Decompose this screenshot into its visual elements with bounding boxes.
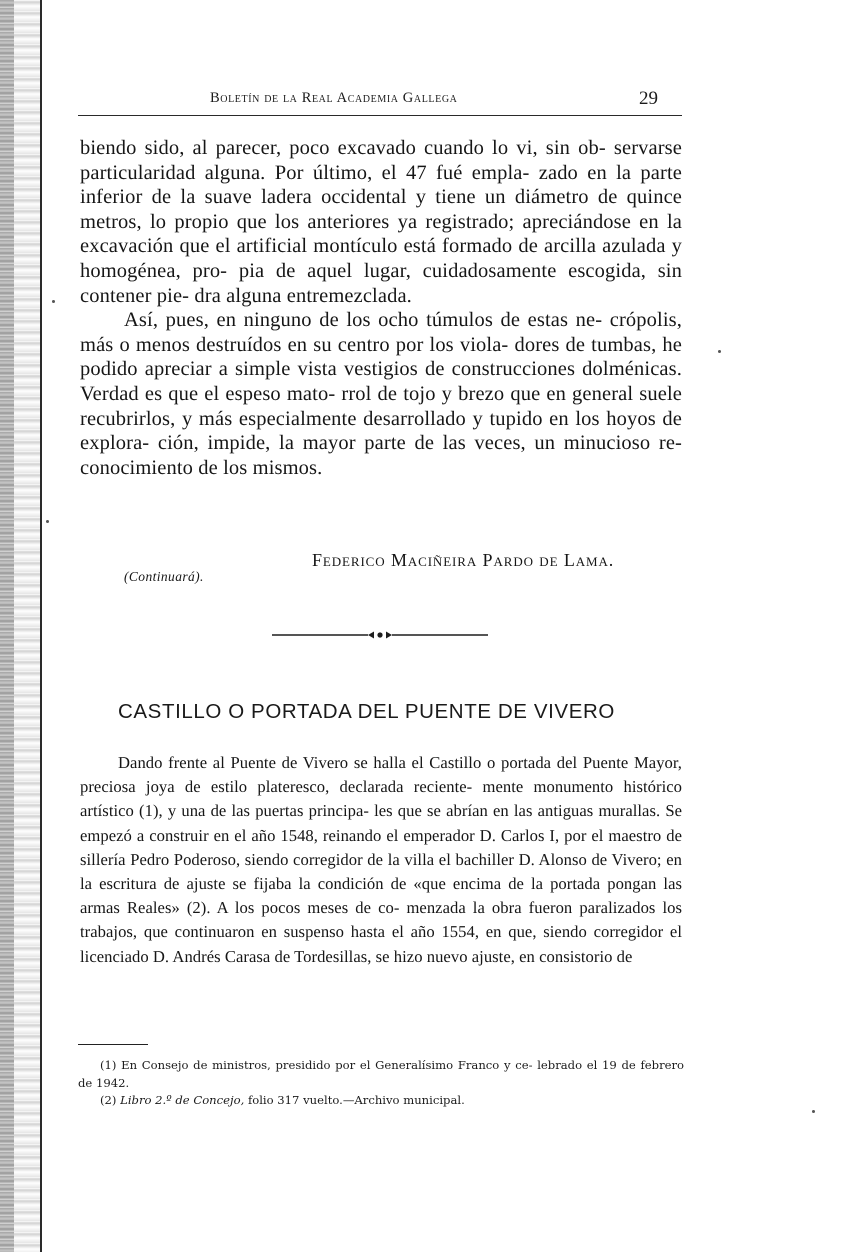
text-line: conocimiento de los mismos. [80,456,323,479]
page-binding-texture [14,0,40,1252]
text-line: ya registrado; apreciándose en la excavación que el artificial [80,210,682,258]
text-line: montículo está formado de arcilla azulada y homogénea, pro- [80,235,682,282]
footnote-2 [78,1092,684,1110]
text-line: les que se abrían en las antiguas murallas. Se empezó a construir en el [80,801,683,845]
speck [718,350,721,353]
text-line: Pedro Poderoso, siendo corregidor de la villa el bachiller D. Alonso de [130,849,608,869]
text-line: crópolis, más o menos destruídos en su centro por los viola- [80,309,683,356]
section-ornament [272,628,488,642]
running-head [78,90,682,118]
footnote-rule [78,1044,148,1045]
text-line: de construcciones dolménicas. Verdad es que el espeso mato- [80,358,682,405]
previous-article-body [80,136,682,480]
footnote-2-rest: folio 317 vuelto.—Archivo municipal. [244,1093,465,1107]
footnote-1 [78,1057,684,1092]
text-line: Así, pues, en ninguno de los ocho túmulos de estas ne- [124,309,603,332]
text-line: lebrado el 19 de febrero de 1942. [78,1058,684,1090]
text-line: biendo sido, al parecer, poco excavado cuando lo vi, sin ob- [80,137,606,159]
text-line: Puente Mayor, preciosa joya de estilo plateresco, declarada reciente- [80,753,683,797]
previous-paragraph-2 [80,308,682,480]
text-line: un diámetro de quince metros, lo propio que los anteriores [80,186,683,233]
previous-paragraph-1 [80,136,682,308]
text-line: dra alguna entremezclada. [194,284,412,307]
text-line: Vivero; en la escritura de ajuste se fijaba la condición de «que encima [80,849,682,894]
text-line: dores de tumbas, he podido apreciar a simple vista vestigios [80,333,682,381]
footnotes [78,1057,684,1110]
text-line: de la portada pongan las armas Reales» (2). A los pocos meses de co- [80,874,682,918]
author-signature: Federico Maciñeira Pardo de Lama. [312,550,615,570]
text-line: servarse particularidad alguna. Por último, el 47 fué empla- [80,137,682,184]
footnote-2-book: Libro 2.º de Concejo, [120,1093,245,1107]
text-line: mente monumento histórico artístico (1), y una de las puertas principa- [80,777,682,821]
footnote-2-number: (2) [100,1093,117,1107]
running-head-title: Boletín de la Real Academia Gallega [210,90,458,106]
speck [52,300,55,303]
continued-note: (Continuará). [124,569,204,584]
speck [46,520,49,523]
text-line: pia de aquel lugar, cuidadosamente escogida, sin contener pie- [80,259,682,307]
page-binding-edge [40,0,42,1252]
new-paragraph [80,751,682,969]
text-line: año 1548, reinando el emperador D. Carlos I, por el maestro de sillería [80,825,682,869]
text-line: rrol de tojo y brezo que en general suele recubrirlos, y más [80,382,683,430]
article-title: CASTILLO O PORTADA DEL PUENTE DE VIVERO [118,700,615,723]
text-line: ción, impide, la mayor parte de las veces, un minucioso re- [157,432,682,455]
page-binding-shadow [0,0,14,1252]
text-line: suspenso hasta el año 1554, en que, siendo corregidor el licenciado [80,922,682,966]
text-line: zado en la parte inferior de la suave ladera occidental y tiene [80,161,682,209]
text-line: especialmente desarrollado y tupido en los hoyos de explora- [80,407,682,455]
text-line: Dando frente al Puente de Vivero se halla el Castillo o portada del [118,753,578,772]
page-number: 29 [639,88,658,109]
header-rule [78,115,682,116]
new-article-body [80,751,682,969]
text-line: (1) En Consejo de ministros, presidido por el Generalísimo Franco y ce- [100,1058,533,1072]
text-line: menzada la obra fueron paralizados los trabajos, que continuaron en [80,898,682,942]
text-line: D. Andrés Carasa de Tordesillas, se hizo nuevo ajuste, en consistorio de [152,946,633,966]
speck [812,1110,815,1113]
